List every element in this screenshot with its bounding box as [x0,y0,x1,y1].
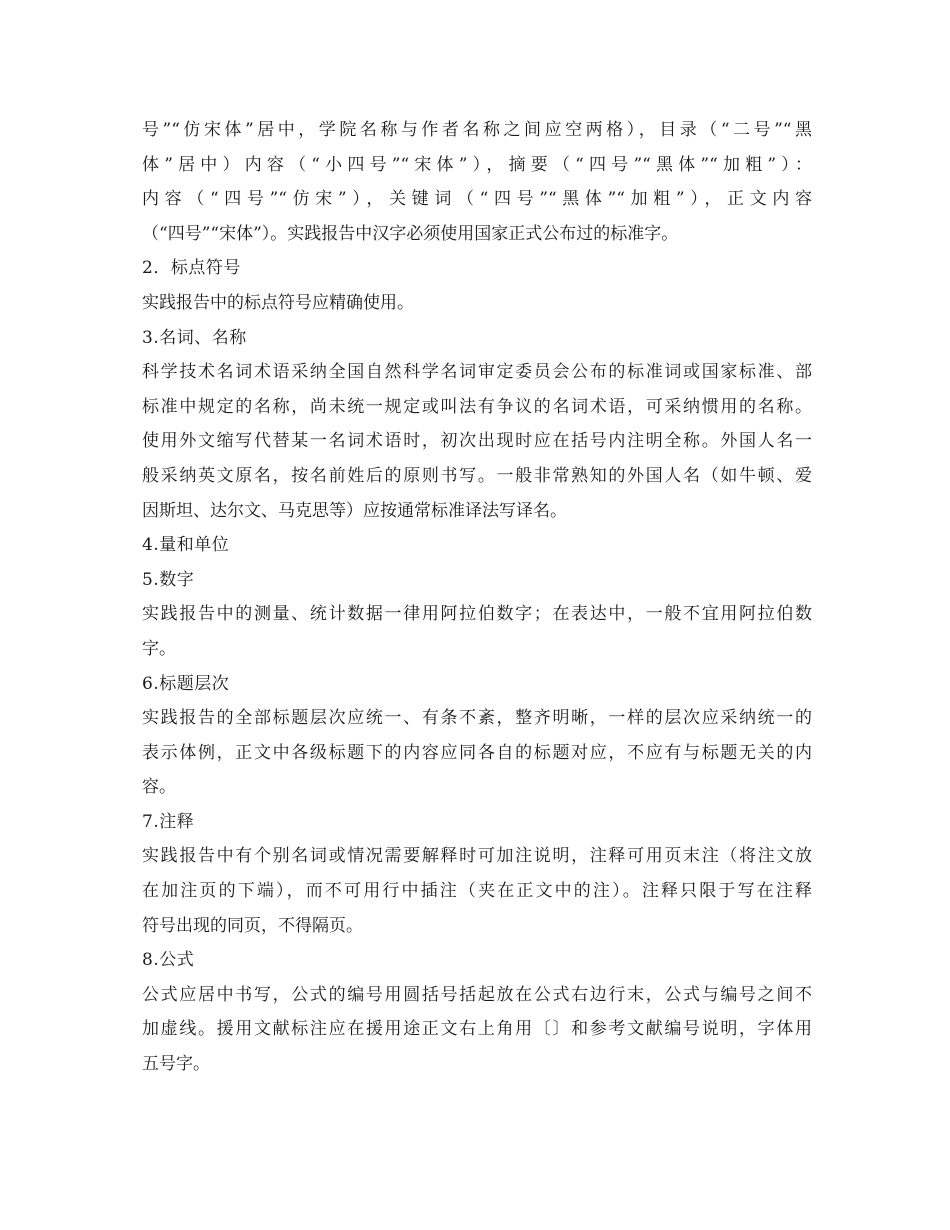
paragraph-line: 实践报告的全部标题层次应统一、有条不紊，整齐明晰，一样的层次应采纳统一的 [142,708,812,729]
paragraph-line: 表示体例，正文中各级标题下的内容应同各自的标题对应，不应有与标题无关的内 [142,742,812,763]
paragraph-line: 公式应居中书写，公式的编号用圆括号括起放在公式右边行末，公式与编号之间不 [142,984,812,1005]
paragraph-line: （“四号”“宋体”）。实践报告中汉字必须使用国家正式公布过的标准字。 [142,223,679,244]
document-body [142,113,812,1082]
paragraph-line: 标准中规定的名称，尚未统一规定或叫法有争议的名词术语，可采纳惯用的名称。 [142,396,812,417]
paragraph-line: 使用外文缩写代替某一名词术语时，初次出现时应在括号内注明全称。外国人名一 [142,431,812,452]
section-heading-numbers: 5.数字 [142,569,195,590]
paragraph-line: 五号字。 [142,1054,210,1075]
paragraph-line: 因斯坦、达尔文、马克思等）应按通常标准译法写译名。 [142,500,567,521]
paragraph-line: 内容（“四号”“仿宋”），关键词（“四号”“黑体”“加粗”），正文内容 [142,189,812,210]
paragraph-line: 在加注页的下端），而不可用行中插注（夹在正文中的注）。注释只限于写在注释 [142,881,812,902]
section-heading-terms: 3.名词、名称 [142,327,247,348]
section-heading-title-levels: 6.标题层次 [142,673,230,694]
section-heading-notes: 7.注释 [142,811,195,832]
paragraph-line: 般采纳英文原名，按名前姓后的原则书写。一般非常熟知的外国人名（如牛顿、爱 [142,465,812,486]
paragraph-line: 字。 [142,638,176,659]
paragraph-line: 加虚线。援用文献标注应在援用途正文右上角用〔〕和参考文献编号说明，字体用 [142,1019,812,1040]
paragraph-line: 实践报告中的测量、统计数据一律用阿拉伯数字；在表达中，一般不宜用阿拉伯数 [142,604,812,625]
paragraph-line: 号”“仿宋体”居中，学院名称与作者名称之间应空两格），目录（“二号”“黑 [142,120,812,140]
paragraph-line: 体”居中）内容（“小四号”“宋体”），摘要（“四号”“黑体”“加粗”）： [142,154,812,175]
section-heading-punctuation: 2．标点符号 [142,258,241,279]
paragraph-line: 符号出现的同页，不得隔页。 [142,915,363,936]
paragraph-line: 科学技术名词术语采纳全国自然科学名词审定委员会公布的标准词或国家标准、部 [142,362,812,383]
section-heading-quantities-units: 4.量和单位 [142,535,230,556]
paragraph-line: 实践报告中有个别名词或情况需要解释时可加注说明，注释可用页末注（将注文放 [142,846,812,867]
paragraph-line: 容。 [142,777,176,798]
paragraph-line: 实践报告中的标点符号应精确使用。 [142,292,414,313]
section-heading-formulas: 8.公式 [142,950,195,971]
